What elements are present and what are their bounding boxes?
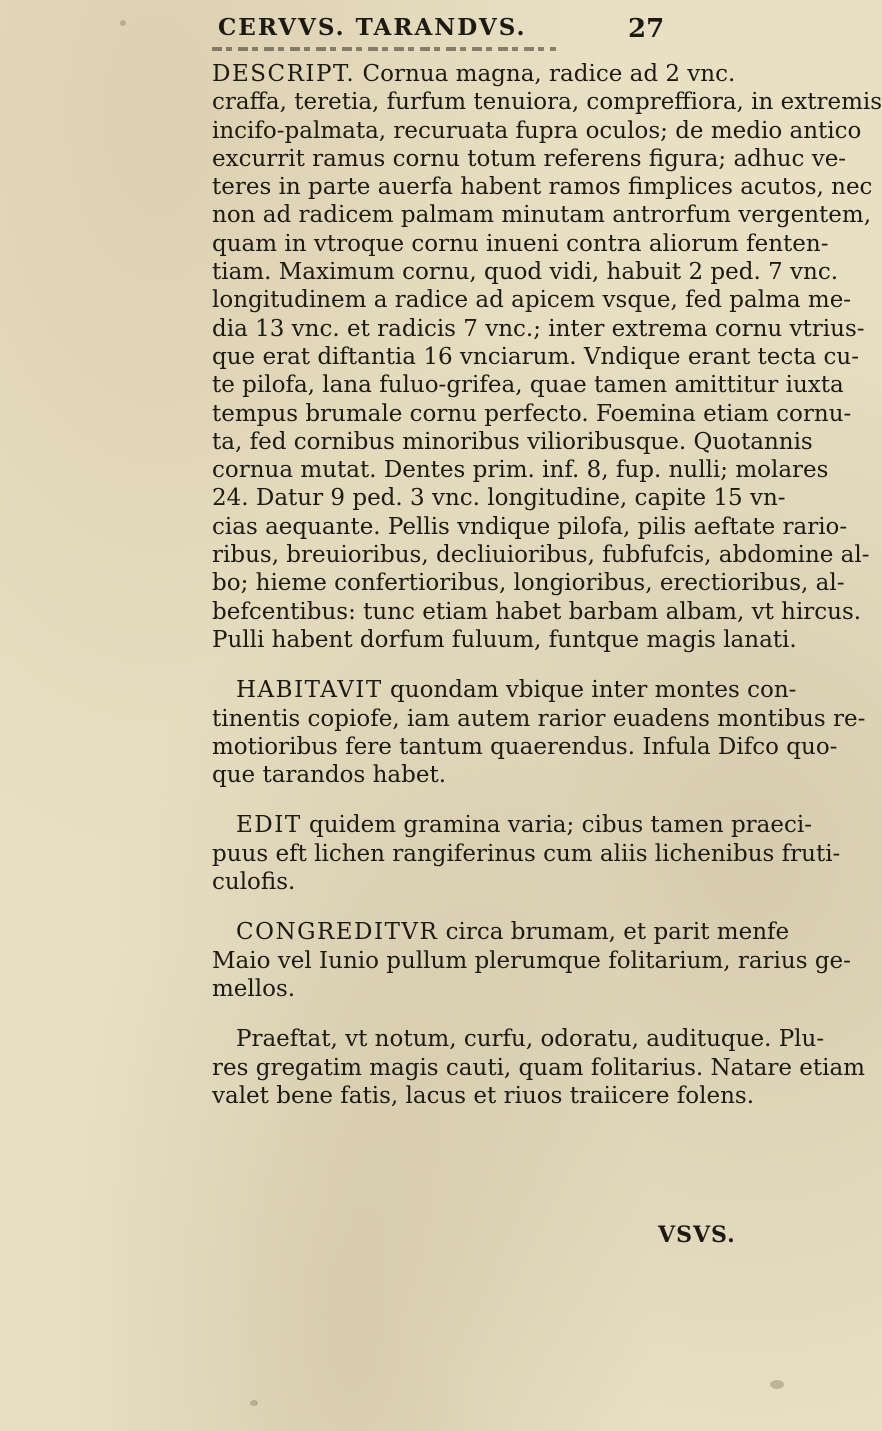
text-line: 24. Datur 9 ped. 3 vnc. longitudine, capite 15 vn-: [212, 485, 786, 512]
header-ornament-rule: [212, 47, 556, 51]
text-line: Praeftat, vt notum, curfu, odoratu, audituque. Plu-: [236, 1026, 825, 1053]
catchword: VSVS.: [658, 1222, 736, 1248]
paragraph: [212, 1025, 865, 1110]
paragraph-gap: [212, 896, 722, 918]
text-line: mellos.: [212, 975, 296, 1002]
text-line: motioribus fere tantum quaerendus. Infula Difco quo-: [212, 733, 838, 760]
section-lead-word: HABITAVIT: [236, 677, 383, 704]
text-line: bo; hieme confertioribus, longioribus, erectioribus, al-: [212, 570, 845, 597]
text-line: [212, 811, 813, 839]
paragraph-gap: [212, 789, 722, 811]
text-line: longitudinem a radice ad apicem vsque, fed palma me-: [212, 287, 852, 314]
text-line: quam in vtroque cornu inueni contra aliorum fenten-: [212, 230, 829, 257]
line-remainder: quondam vbique inter montes con-: [382, 677, 797, 704]
section-lead-word: CONGREDITVR: [236, 919, 439, 946]
page-number: 27: [628, 14, 665, 44]
text-line: tiam. Maximum cornu, quod vidi, habuit 2 ped. 7 vnc.: [212, 259, 839, 286]
paper-stain: [120, 20, 126, 26]
paragraph: [212, 60, 882, 654]
text-line: [212, 676, 797, 704]
text-line: craffa, teretia, furfum tenuiora, compreffiora, in extremis: [212, 89, 882, 116]
text-line: cias aequante. Pellis vndique pilofa, pilis aeftate rario-: [212, 513, 848, 540]
text-line: [212, 918, 790, 946]
text-line: que erat diftantia 16 vnciarum. Vndique erant tecta cu-: [212, 343, 859, 370]
text-line: excurrit ramus cornu totum referens figura; adhuc ve-: [212, 145, 847, 172]
text-line: valet bene fatis, lacus et riuos traiicere folens.: [212, 1082, 755, 1109]
text-line: [212, 60, 736, 88]
line-remainder: quidem gramina varia; cibus tamen praeci-: [301, 812, 813, 839]
text-line: Pulli habent dorfum fuluum, funtque magis lanati.: [212, 626, 797, 653]
text-line: tempus brumale cornu perfecto. Foemina etiam cornu-: [212, 400, 852, 427]
paragraph: [212, 918, 851, 1003]
text-line: res gregatim magis cauti, quam folitarius. Natare etiam: [212, 1054, 865, 1081]
paper-stain: [770, 1380, 784, 1389]
line-remainder: Cornua magna, radice ad 2 vnc.: [355, 61, 736, 87]
line-remainder: circa brumam, et parit menfe: [438, 919, 790, 946]
text-line: te pilofa, lana fuluo-grifea, quae tamen amittitur iuxta: [212, 372, 844, 399]
text-line: que tarandos habet.: [212, 762, 447, 789]
text-line: non ad radicem palmam minutam antrorfum vergentem,: [212, 202, 872, 229]
paragraph: [212, 676, 866, 789]
text-line: incifo-palmata, recuruata fupra oculos; de medio antico: [212, 117, 862, 144]
text-line: puus eft lichen rangiferinus cum aliis lichenibus fruti-: [212, 840, 841, 867]
text-line: befcentibus: tunc etiam habet barbam albam, vt hircus.: [212, 598, 862, 625]
running-title: CERVVS. TARANDVS.: [218, 14, 527, 41]
text-line: tinentis copiofe, iam autem rarior euadens montibus re-: [212, 705, 866, 732]
text-line: cornua mutat. Dentes prim. inf. 8, fup. nulli; molares: [212, 457, 829, 484]
section-lead-word: DESCRIPT.: [212, 61, 356, 87]
paragraph-gap: [212, 654, 722, 676]
text-line: teres in parte auerfa habent ramos fimplices acutos, nec: [212, 174, 873, 201]
text-line: ta, fed cornibus minoribus vilioribusque. Quotannis: [212, 428, 813, 455]
section-lead-word: EDIT: [236, 812, 302, 839]
text-line: culofis.: [212, 869, 296, 896]
paragraph-gap: [212, 1003, 722, 1025]
paper-stain: [250, 1400, 258, 1406]
body-text: [212, 60, 882, 1110]
running-head: [218, 8, 678, 48]
text-line: Maio vel Iunio pullum plerumque folitarium, rarius ge-: [212, 947, 851, 974]
paragraph: [212, 811, 841, 896]
text-line: ribus, breuioribus, decliuioribus, fubfufcis, abdomine al-: [212, 542, 870, 569]
text-line: dia 13 vnc. et radicis 7 vnc.; inter extrema cornu vtrius-: [212, 315, 865, 342]
